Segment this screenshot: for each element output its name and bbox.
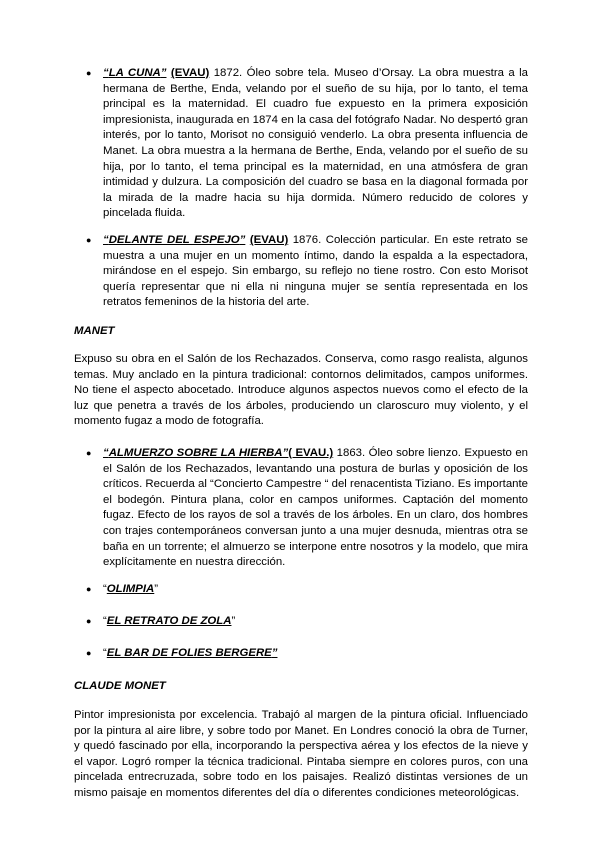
monet-intro: Pintor impresionista por excelencia. Trabajó al margen de la pintura oficial. Influenciado por la pintura al aire libre, y sobre todo por Manet. En Londres conoció la obra de Turner, y quedó fascinado por ella, incorporando la perspectiva aérea y los efectos de la nieve y el vapor. Logró romper la técnica tradicional. Pintaba siempre en colores puros, con una pincelada entrecruzada, sobre todo en los paisajes. Realizó distintas versiones de un mismo paisaje en momentos diferentes del día o diferentes condiciones meteorológicas.: [74, 709, 528, 799]
work-title-link[interactable]: “LA CUNA”: [103, 67, 167, 79]
evau-tag: ( EVAU.): [288, 447, 334, 459]
work-description: 1876. Colección particular. En este retrato se muestra a una mujer en un momento íntimo, dando la espalda a la espectadora, mirándose en el espejo. Sin embargo, su reflejo no tiene rostro. Con esto Morisot quería representar que ni ella ni ninguna mujer se sentía representada en los retratos femeninos de la historia del arte.: [103, 234, 528, 309]
manet-intro: Expuso su obra en el Salón de los Rechazados. Conserva, como rasgo realista, algunos temas. Muy anclado en la pintura tradicional: contornos delimitados, campos uniformes. No tiene el aspecto abocetado. Introduce algunos aspectos nuevos como el efecto de la luz que penetra a través de los árboles, produciendo un claroscuro muy violento, y el momento fugaz a modo de fotografía.: [74, 353, 528, 428]
bullet-icon: ●: [86, 448, 92, 458]
bullet-icon: ●: [86, 648, 92, 658]
list-item-almuerzo: [86, 446, 528, 571]
section-heading-manet: MANET: [74, 325, 115, 337]
list-item-la-cuna: [86, 66, 528, 222]
work-description: 1872. Óleo sobre tela. Museo d’Orsay. La obra muestra a la hermana de Berthe, Enda, velando por el sueño de su hija, por lo tanto, el tema principal es la maternidad. El cuadro fue expuesto en la primera exposición impresionista, inaugurada en 1874 en la casa del fotógrafo Nadar. No despertó gran interés, por lo tanto, Morisot no consiguió venderlo. La obra presenta influencia de Manet. La obra muestra a la hermana de Berthe, Enda, velando por el sueño de su hija, por lo tanto, el tema principal es la maternidad, en una atmósfera de gran intimidad y dulzura. La composición del cuadro se basa en la diagonal formada por la mirada de la madre hacia su hija dormida. Número reducido de colores y pincelada fluida.: [103, 67, 528, 220]
work-title-link[interactable]: OLIMPIA: [106, 583, 155, 595]
list-item-olimpia: ● “OLIMPIA”: [103, 582, 528, 598]
list-item-retrato-zola: ● “EL RETRATO DE ZOLA”: [103, 614, 528, 630]
evau-tag: (EVAU): [249, 234, 289, 246]
work-title-link[interactable]: EL RETRATO DE ZOLA: [106, 615, 232, 627]
evau-tag: (EVAU): [170, 67, 210, 79]
bullet-icon: ●: [86, 584, 92, 594]
work-title-link[interactable]: EL BAR DE FOLIES BERGERE”: [106, 647, 278, 659]
bullet-icon: ●: [86, 616, 92, 626]
work-description: 1863. Óleo sobre lienzo. Expuesto en el Salón de los Rechazados, levantando una postura de burlas y oposición de los críticos. Recuerda al “Concierto Campestre “ del renacentista Tiziano. Es importante el bodegón. Pintura plana, color en campos uniformes. Captación del momento fugaz. Efecto de los rayos de sol a través de los árboles. En un claro, dos hombres con trajes contemporáneos conversan junto a una mujer desnuda, mientras otra se baña en un torrente; el almuerzo se interpone entre nosotros y la modelo, que mira explícitamente en nuestra dirección.: [103, 447, 528, 569]
list-item-delante-del-espejo: [86, 233, 528, 311]
section-heading-monet: CLAUDE MONET: [74, 680, 166, 692]
work-title-link[interactable]: “ALMUERZO SOBRE LA HIERBA”: [103, 447, 289, 459]
bullet-icon: ●: [86, 235, 92, 245]
list-item-bar-folies: ● “EL BAR DE FOLIES BERGERE”: [103, 646, 528, 662]
bullet-icon: ●: [86, 68, 92, 78]
work-title-link[interactable]: “DELANTE DEL ESPEJO”: [103, 234, 246, 246]
